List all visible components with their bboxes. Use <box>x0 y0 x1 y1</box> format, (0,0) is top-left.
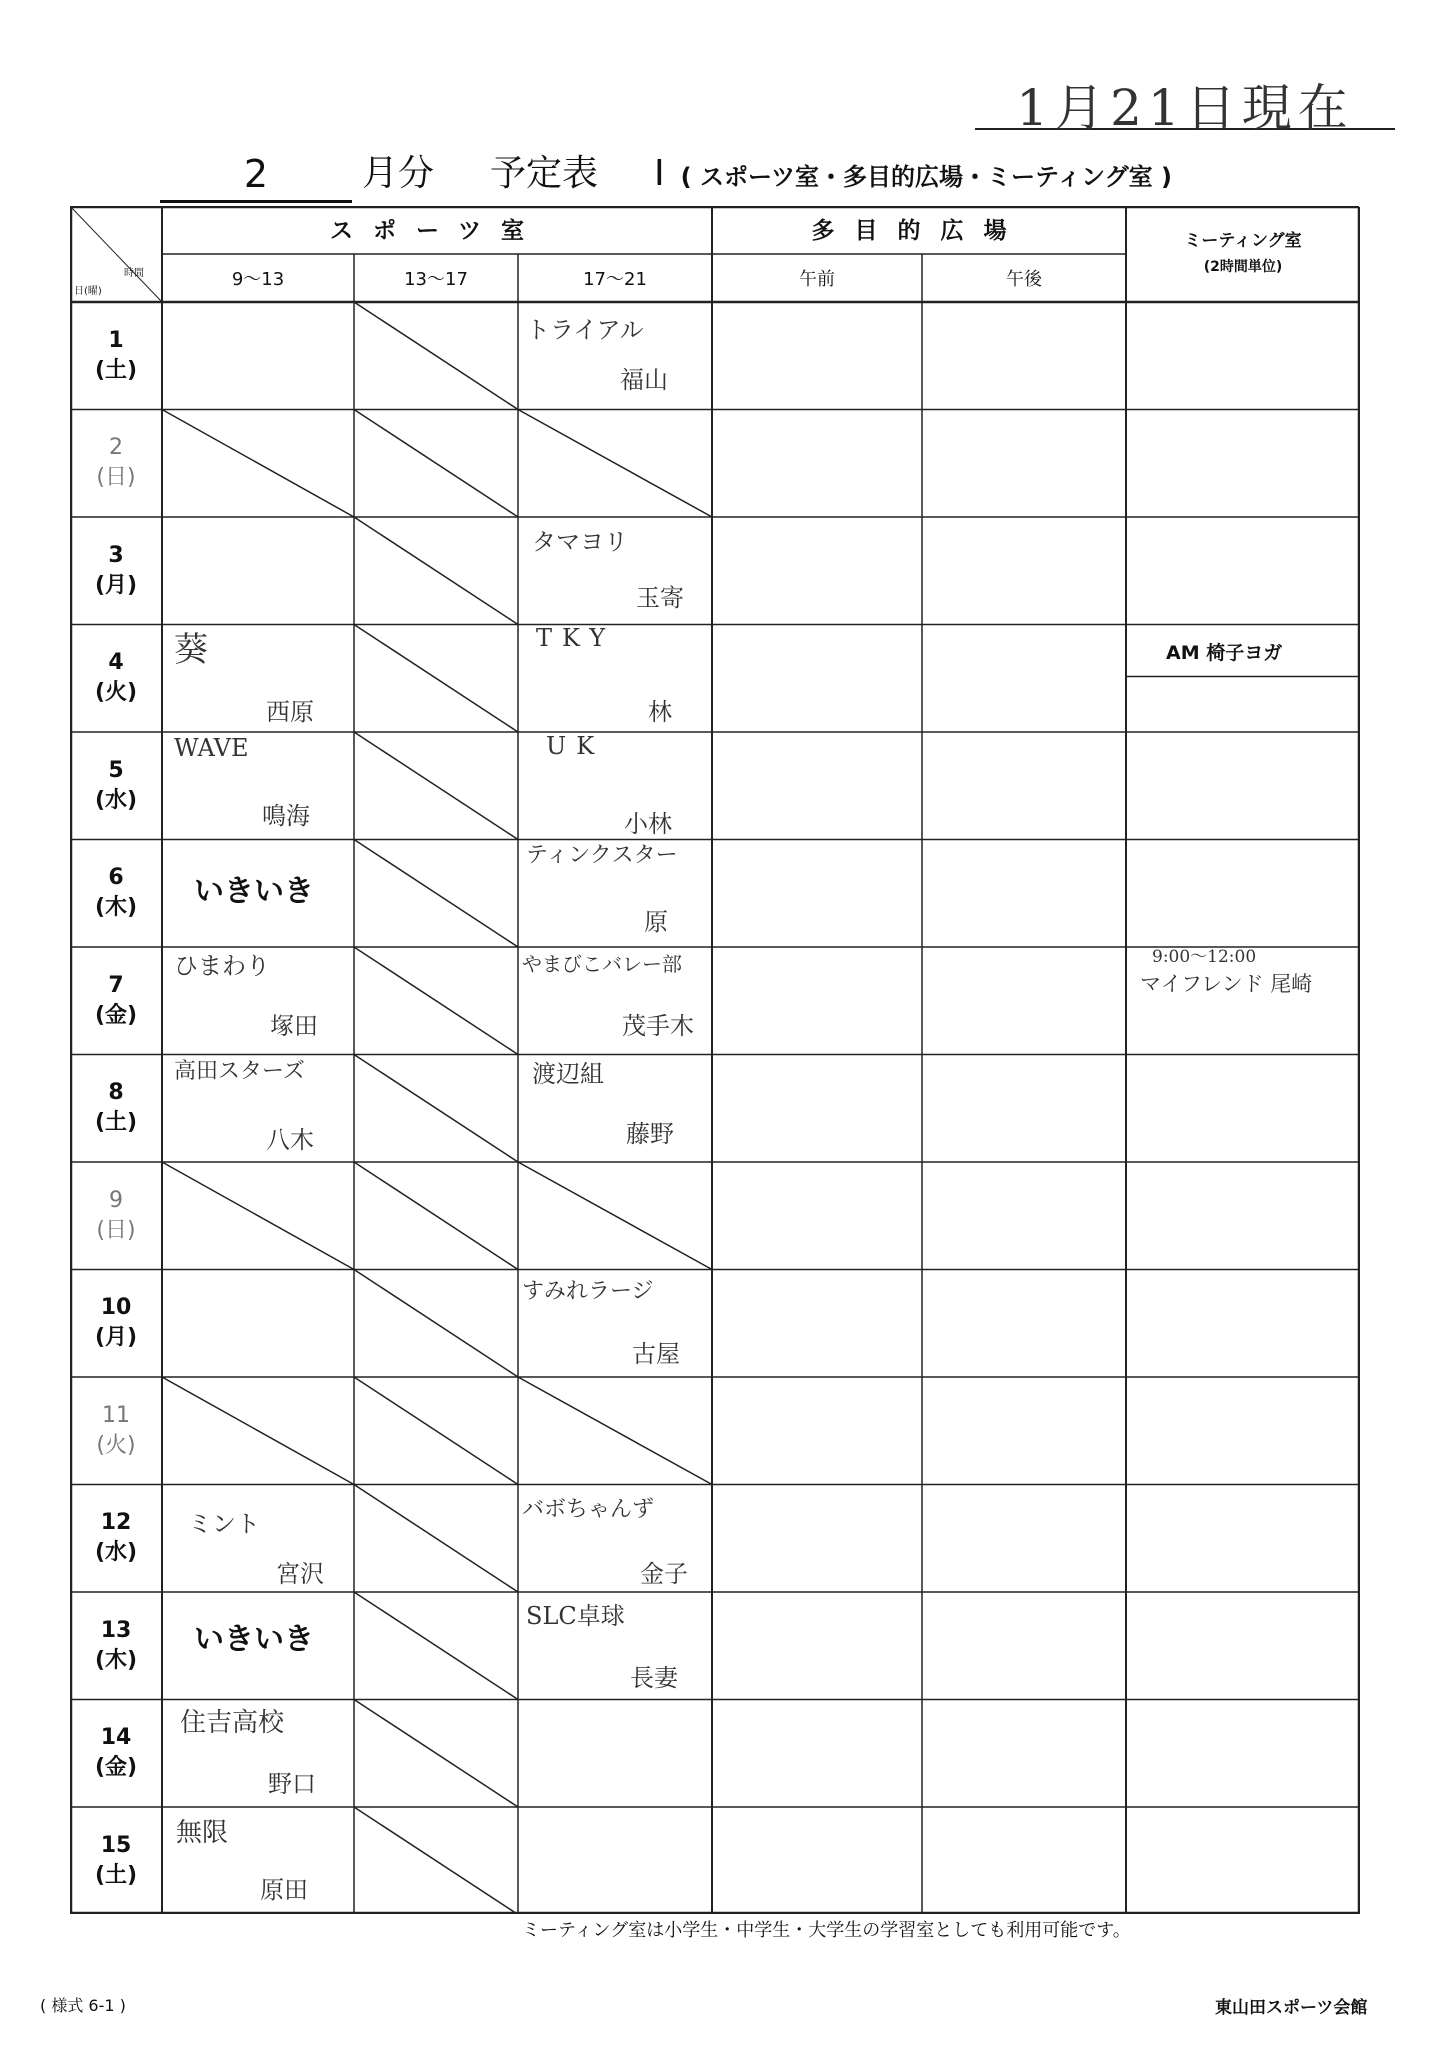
entry-group: バボちゃんず <box>522 1497 655 1522</box>
day-number: 14 <box>100 1725 132 1751</box>
day-of-week: (月) <box>94 572 138 598</box>
day-of-week: (土) <box>94 1862 138 1888</box>
entry-group: すみれラージ <box>522 1279 654 1304</box>
entry-name: 小林 <box>624 810 672 838</box>
title-subtitle: ( スポーツ室・多目的広場・ミーティング室 ) <box>680 163 1172 191</box>
day-of-week: (日) <box>96 465 136 491</box>
entry-name: 茂手木 <box>622 1012 694 1040</box>
footnote: ミーティング室は小学生・中学生・大学生の学習室としても利用可能です。 <box>522 1920 1131 1941</box>
entry-name: 原 <box>644 908 668 936</box>
slot-header-3: 17〜21 <box>583 269 647 290</box>
blocked-diagonal <box>518 1162 712 1270</box>
entry-name: 長妻 <box>630 1664 678 1692</box>
day-label <box>70 1377 162 1485</box>
slot-header-2: 13〜17 <box>404 269 468 290</box>
blocked-diagonal <box>354 947 518 1055</box>
meeting-title: ミーティング室 <box>1184 231 1302 251</box>
day-label <box>70 947 162 1055</box>
document-title <box>362 148 1172 200</box>
corner-time-label: 時間 <box>124 268 144 279</box>
blocked-diagonal <box>162 410 354 518</box>
day-of-week: (木) <box>94 895 138 921</box>
entry-group: 高田スターズ <box>174 1059 305 1084</box>
day-label <box>70 1700 162 1808</box>
day-label <box>70 1162 162 1270</box>
schedule-table <box>70 206 1360 1914</box>
entry-group: SLC卓球 <box>526 1602 625 1630</box>
blocked-diagonal <box>518 410 712 518</box>
entry-name: 福山 <box>620 366 668 394</box>
day-number: 7 <box>108 972 124 998</box>
day-of-week: (木) <box>94 1647 138 1673</box>
day-label <box>70 517 162 625</box>
entry-name: 八木 <box>266 1126 314 1154</box>
entry-group: タマヨリ <box>532 528 628 556</box>
blocked-diagonal <box>518 1377 712 1485</box>
day-number: 6 <box>108 865 124 891</box>
day-number: 2 <box>109 435 123 461</box>
blocked-diagonal <box>354 517 518 625</box>
entry-group: 葵 <box>174 630 208 670</box>
day-of-week: (金) <box>94 1755 138 1781</box>
blocked-diagonal <box>354 1055 518 1163</box>
entry-name: 金子 <box>640 1560 688 1588</box>
blocked-diagonal <box>354 625 518 733</box>
organization-name: 東山田スポーツ会館 <box>1215 1998 1368 2018</box>
blocked-diagonal <box>354 840 518 948</box>
header-meeting-room <box>1126 206 1360 302</box>
entry-fixed: いきいき <box>194 1622 314 1657</box>
entry-name: 塚田 <box>270 1012 318 1040</box>
day-of-week: (日) <box>96 1217 136 1243</box>
entry-group: WAVE <box>174 734 249 762</box>
entry-name: 原田 <box>260 1876 308 1904</box>
day-number: 11 <box>102 1402 130 1428</box>
entry-name: 野口 <box>268 1770 316 1798</box>
meeting-entry: AM 椅子ヨガ <box>1166 642 1283 664</box>
day-label <box>70 732 162 840</box>
title-numeral: Ⅰ <box>654 153 665 194</box>
day-number: 3 <box>108 542 124 568</box>
entry-group: ティンクスター <box>526 843 678 868</box>
form-number: ( 様式 6-1 ) <box>40 1996 126 2015</box>
blocked-diagonal <box>354 1162 518 1270</box>
entry-group: UK <box>546 732 605 760</box>
day-of-week: (土) <box>94 357 138 383</box>
day-label <box>70 302 162 410</box>
header-sports-room: スポーツ室 <box>329 217 545 244</box>
day-of-week: (火) <box>96 1432 136 1458</box>
entry-group: 住吉高校 <box>180 1708 285 1738</box>
day-of-week: (月) <box>94 1325 138 1351</box>
blocked-diagonal <box>354 1592 518 1700</box>
entry-group: やまびこバレー部 <box>522 952 682 976</box>
entry-group: TKY <box>536 624 616 652</box>
day-number: 8 <box>108 1080 124 1106</box>
entry-name: 藤野 <box>626 1120 674 1148</box>
day-label <box>70 410 162 518</box>
day-label <box>70 1270 162 1378</box>
entry-group: ひまわり <box>174 952 270 980</box>
day-number: 9 <box>109 1187 123 1213</box>
day-number: 15 <box>100 1832 132 1858</box>
day-number: 12 <box>100 1510 132 1536</box>
day-label <box>70 1485 162 1593</box>
day-label <box>70 1055 162 1163</box>
blocked-diagonal <box>354 1700 518 1808</box>
day-label <box>70 625 162 733</box>
blocked-diagonal <box>354 1807 518 1914</box>
blocked-diagonal <box>162 1377 354 1485</box>
status-date-note: 1月21日現在 <box>975 68 1395 130</box>
day-label <box>70 1807 162 1915</box>
slot-header-5: 午後 <box>1006 269 1042 290</box>
day-number: 1 <box>108 327 124 353</box>
entry-group: 渡辺組 <box>532 1060 604 1088</box>
blocked-diagonal <box>354 1377 518 1485</box>
meeting-entry-time: 9:00〜12:00 <box>1152 947 1257 967</box>
day-number: 5 <box>108 757 124 783</box>
entry-group: 無限 <box>176 1818 229 1848</box>
meeting-unit: (2時間単位) <box>1203 259 1283 275</box>
blocked-diagonal <box>162 1162 354 1270</box>
blocked-diagonal <box>354 1270 518 1378</box>
day-number: 10 <box>100 1295 132 1321</box>
day-of-week: (水) <box>94 1540 138 1566</box>
slot-header-4: 午前 <box>799 269 835 290</box>
month-number: 2 <box>160 148 352 203</box>
entry-name: 林 <box>648 698 672 726</box>
blocked-diagonal <box>354 302 518 410</box>
day-number: 13 <box>100 1617 132 1643</box>
day-of-week: (土) <box>94 1110 138 1136</box>
day-number: 4 <box>108 650 124 676</box>
entry-group: トライアル <box>526 316 644 344</box>
slot-header-1: 9〜13 <box>231 269 285 290</box>
month-suffix: 月分 <box>362 153 435 194</box>
day-label <box>70 1592 162 1700</box>
blocked-diagonal <box>354 410 518 518</box>
entry-fixed: いきいき <box>194 874 314 909</box>
day-of-week: (金) <box>94 1002 138 1028</box>
entry-name: 鳴海 <box>262 802 310 830</box>
blocked-diagonal <box>354 1485 518 1593</box>
meeting-entry-group: マイフレンド 尾崎 <box>1140 972 1313 996</box>
day-of-week: (水) <box>94 787 138 813</box>
title-label: 予定表 <box>490 153 599 194</box>
day-label <box>70 840 162 948</box>
entry-name: 玉寄 <box>636 584 684 612</box>
day-of-week: (火) <box>94 680 138 706</box>
entry-group: ミント <box>188 1510 260 1538</box>
entry-name: 西原 <box>266 698 314 726</box>
blocked-diagonal <box>354 732 518 840</box>
corner-day-label: 日(曜) <box>74 286 102 297</box>
header-plaza: 多目的広場 <box>811 217 1027 244</box>
entry-name: 宮沢 <box>276 1560 324 1588</box>
entry-name: 古屋 <box>632 1340 680 1368</box>
